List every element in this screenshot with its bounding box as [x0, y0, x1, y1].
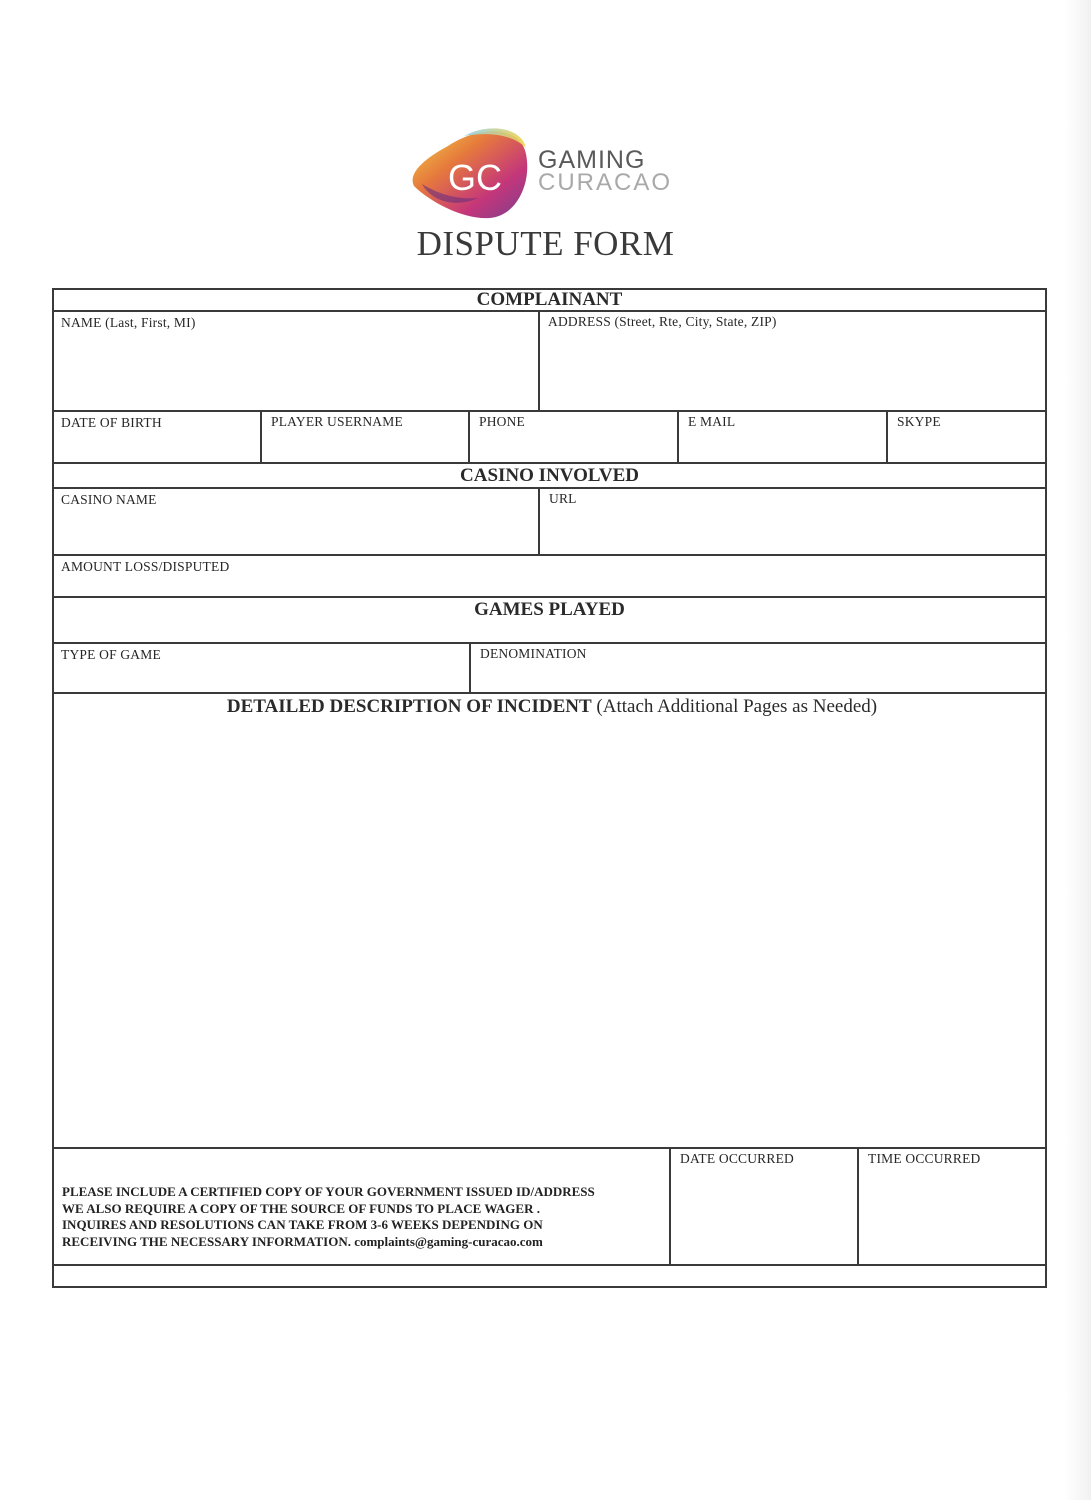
section-complainant: COMPLAINANT [476, 289, 623, 310]
rule [52, 642, 1047, 644]
logo-mark-letters: GC [448, 157, 502, 198]
date-occurred-field[interactable] [673, 1168, 855, 1262]
label-email: E MAIL [688, 414, 736, 429]
rule [538, 487, 540, 554]
time-occurred-field[interactable] [861, 1168, 1043, 1262]
notice-text [62, 1184, 662, 1250]
gaming-curacao-logo [408, 124, 698, 224]
rule [52, 596, 1047, 598]
label-amount-loss-disputed: AMOUNT LOSS/DISPUTED [61, 559, 230, 574]
rule [677, 410, 679, 462]
incident-description-field[interactable] [56, 728, 1043, 1145]
dispute-form-grid [52, 288, 1047, 1288]
label-date-of-birth: DATE OF BIRTH [61, 415, 162, 430]
player-username-field[interactable] [264, 432, 466, 460]
rule [52, 487, 1047, 489]
name-field[interactable] [56, 332, 536, 408]
amount-loss-disputed-field[interactable] [352, 556, 1043, 594]
casino-name-field[interactable] [56, 510, 536, 552]
label-url: URL [549, 491, 577, 506]
label-phone: PHONE [479, 414, 526, 429]
label-skype: SKYPE [897, 414, 941, 429]
rule [52, 692, 1047, 694]
section-games-played: GAMES PLAYED [474, 599, 625, 620]
description-note: (Attach Additional Pages as Needed) [596, 696, 878, 717]
rule [538, 310, 540, 410]
logo-mark [408, 124, 538, 224]
rule [669, 1147, 671, 1264]
border-bottom [52, 1286, 1047, 1288]
label-name: NAME (Last, First, MI) [61, 315, 196, 330]
rule [260, 410, 262, 462]
rule [469, 642, 471, 692]
description-heading [52, 696, 1052, 718]
label-type-of-game: TYPE OF GAME [61, 647, 161, 662]
logo-wordmark [538, 148, 672, 195]
type-of-game-field[interactable] [56, 664, 467, 690]
label-address: ADDRESS (Street, Rte, City, State, ZIP) [548, 314, 777, 329]
address-field[interactable] [542, 332, 1043, 408]
label-time-occurred: TIME OCCURRED [868, 1151, 981, 1166]
url-field[interactable] [542, 510, 1043, 552]
description-title: DETAILED DESCRIPTION OF INCIDENT [226, 696, 592, 717]
phone-field[interactable] [472, 432, 675, 460]
notice-line: RECEIVING THE NECESSARY INFORMATION. complaints@gaming-curacao.com [62, 1233, 543, 1249]
rule [52, 410, 1047, 412]
notice-line: INQUIRES AND RESOLUTIONS CAN TAKE FROM 3-6 WEEKS DEPENDING ON [62, 1217, 543, 1232]
label-player-username: PLAYER USERNAME [271, 414, 403, 429]
logo-line-curacao: CURACAO [538, 169, 673, 196]
email-field[interactable] [681, 432, 884, 460]
border-right [1045, 288, 1047, 1288]
logo-line-gaming: GAMING [538, 146, 646, 174]
rule [886, 410, 888, 462]
rule [52, 1264, 1047, 1266]
rule [52, 462, 1047, 464]
form-title: DISPUTE FORM [416, 224, 675, 263]
skype-field[interactable] [890, 432, 1043, 460]
rule [857, 1147, 859, 1264]
label-date-occurred: DATE OCCURRED [680, 1151, 794, 1166]
rule [468, 410, 470, 462]
denomination-field[interactable] [473, 664, 1043, 690]
label-casino-name: CASINO NAME [61, 492, 157, 507]
notice-line: WE ALSO REQUIRE A COPY OF THE SOURCE OF FUNDS TO PLACE WAGER . [62, 1200, 540, 1216]
notice-line: PLEASE INCLUDE A CERTIFIED COPY OF YOUR GOVERNMENT ISSUED ID/ADDRESS [62, 1184, 595, 1199]
date-of-birth-field[interactable] [56, 432, 258, 460]
rule [52, 1147, 1047, 1149]
label-denomination: DENOMINATION [480, 646, 587, 661]
border-left [52, 288, 54, 1288]
section-casino-involved: CASINO INVOLVED [460, 465, 639, 486]
